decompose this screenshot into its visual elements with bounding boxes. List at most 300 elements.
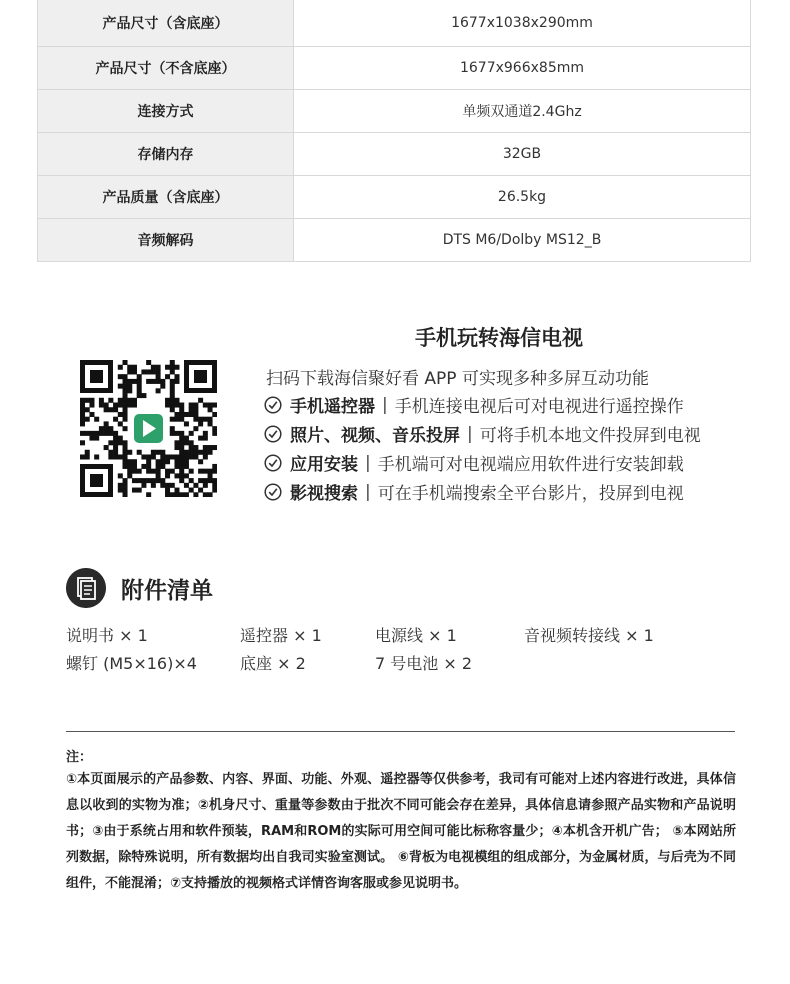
qr-module	[170, 393, 175, 398]
qr-module	[156, 388, 161, 393]
qr-module	[160, 379, 165, 384]
qr-module	[174, 398, 179, 403]
qr-module	[151, 365, 156, 370]
qr-module	[212, 464, 217, 469]
qr-module	[193, 454, 198, 459]
qr-module	[80, 421, 85, 426]
qr-module	[165, 473, 170, 478]
feature-desc: 可在手机端搜索全平台影片，投屏到电视	[377, 484, 684, 504]
qr-module	[146, 492, 151, 497]
qr-module	[189, 454, 194, 459]
qr-module	[174, 417, 179, 422]
qr-module	[108, 426, 113, 431]
qr-module	[89, 431, 94, 436]
qr-module	[137, 379, 142, 384]
qr-module	[118, 454, 123, 459]
qr-module	[179, 417, 184, 422]
qr-module	[113, 436, 118, 441]
feature-name: 应用安装	[290, 455, 358, 475]
spec-label: 产品尺寸（含底座）	[38, 0, 294, 46]
qr-module	[189, 403, 194, 408]
qr-module	[179, 492, 184, 497]
feature-item	[264, 479, 684, 504]
qr-module	[179, 478, 184, 483]
qr-module	[208, 407, 213, 412]
qr-module	[203, 454, 208, 459]
qr-module	[146, 478, 151, 483]
qr-module	[132, 365, 137, 370]
qr-module	[80, 403, 85, 408]
qr-module	[127, 464, 132, 469]
qr-module	[208, 478, 213, 483]
qr-module	[123, 459, 128, 464]
feature-name: 手机遥控器	[290, 397, 375, 417]
qr-module	[123, 417, 128, 422]
qr-module	[170, 388, 175, 393]
qr-module	[208, 417, 213, 422]
qr-module	[170, 469, 175, 474]
accessory-item: 音视频转接线 × 1	[524, 626, 654, 645]
qr-module	[193, 403, 198, 408]
qr-module	[165, 374, 170, 379]
qr-module	[193, 426, 198, 431]
document-list-icon	[66, 568, 106, 608]
spec-value: 32GB	[502, 146, 542, 162]
qr-module	[85, 417, 90, 422]
qr-module	[208, 469, 213, 474]
qr-module	[123, 483, 128, 488]
qr-module	[174, 431, 179, 436]
qr-module	[174, 365, 179, 370]
qr-module	[132, 403, 137, 408]
qr-module	[123, 426, 128, 431]
qr-module	[179, 440, 184, 445]
qr-module	[170, 360, 175, 365]
qr-module	[113, 417, 118, 422]
feature-separator: |	[382, 394, 388, 415]
qr-module	[179, 464, 184, 469]
qr-module	[123, 450, 128, 455]
qr-module	[127, 473, 132, 478]
qr-module	[123, 398, 128, 403]
qr-module	[184, 483, 189, 488]
qr-module	[118, 473, 123, 478]
qr-module	[179, 431, 184, 436]
spec-label: 音频解码	[38, 219, 294, 261]
qr-module	[156, 365, 161, 370]
qr-module	[170, 426, 175, 431]
qr-module	[193, 407, 198, 412]
qr-module	[208, 473, 213, 478]
qr-module	[179, 473, 184, 478]
qr-module	[104, 431, 109, 436]
qr-module	[123, 360, 128, 365]
accessory-item: 螺钉 (M5×16)×4	[66, 654, 197, 673]
qr-module	[127, 369, 132, 374]
qr-module	[156, 469, 161, 474]
qr-module	[132, 488, 137, 493]
qr-module	[80, 412, 85, 417]
spec-row	[38, 0, 750, 46]
qr-module	[160, 478, 165, 483]
qr-module	[137, 374, 142, 379]
qr-module	[198, 488, 203, 493]
qr-module	[184, 492, 189, 497]
note-label: 注：	[66, 750, 93, 765]
qr-module	[212, 445, 217, 450]
qr-module	[123, 403, 128, 408]
check-circle-icon	[264, 454, 282, 472]
qr-module	[160, 454, 165, 459]
spec-value: 1677x1038x290mm	[451, 15, 593, 31]
qr-module	[127, 469, 132, 474]
check-circle-icon	[264, 396, 282, 414]
qr-module	[198, 459, 203, 464]
qr-module	[174, 440, 179, 445]
accessory-item: 7 号电池 × 2	[375, 654, 473, 673]
qr-module	[123, 454, 128, 459]
qr-module	[156, 459, 161, 464]
qr-module	[108, 454, 113, 459]
qr-module	[198, 478, 203, 483]
qr-module	[137, 388, 142, 393]
qr-module	[113, 440, 118, 445]
qr-module	[193, 445, 198, 450]
qr-module	[170, 384, 175, 389]
qr-module	[198, 417, 203, 422]
qr-module	[104, 426, 109, 431]
qr-module	[141, 393, 146, 398]
qr-module	[174, 473, 179, 478]
qr-module	[99, 403, 104, 408]
qr-module	[208, 445, 213, 450]
qr-module	[108, 450, 113, 455]
qr-module	[203, 483, 208, 488]
spec-label: 连接方式	[38, 90, 294, 132]
qr-module	[146, 469, 151, 474]
qr-module	[127, 403, 132, 408]
qr-module	[212, 426, 217, 431]
promo-subtitle: 扫码下载海信聚好看 APP 可实现多种多屏互动功能	[266, 369, 649, 389]
qr-module	[208, 492, 213, 497]
qr-module	[132, 469, 137, 474]
qr-module	[208, 421, 213, 426]
qr-module	[189, 407, 194, 412]
qr-module	[104, 421, 109, 426]
qr-module	[174, 412, 179, 417]
qr-module	[179, 407, 184, 412]
qr-module	[174, 403, 179, 408]
qr-module	[85, 431, 90, 436]
qr-module	[127, 365, 132, 370]
qr-module	[198, 450, 203, 455]
qr-module	[108, 440, 113, 445]
qr-module	[179, 412, 184, 417]
qr-module	[94, 454, 99, 459]
qr-module	[160, 459, 165, 464]
qr-module	[132, 369, 137, 374]
qr-module	[137, 450, 142, 455]
note-text: ①本页面展示的产品参数、内容、界面、功能、外观、遥控器等仅供参考，我司有可能对上述内容进行改进，具体信息以收到的实物为准；②机身尺寸、重量等参数由于批次不同可能会存在差异，具体信息请参照产品实物和产品说明书；③由于系统占用和软件预装，RAM和ROM的实际可用空间可能比标称容量少；④本机含开机广告； ⑤本网站所列数据，除特殊说明，所有数据均出自我司实验室测试。 ⑥背板为电视模组的组成部分，为金属材质，与后壳为不同组件，不能混淆；⑦支持播放的视频格式详情咨询客服或参见说明书。	[66, 772, 736, 891]
qr-module	[156, 473, 161, 478]
qr-module	[132, 478, 137, 483]
qr-module	[108, 431, 113, 436]
qr-module	[123, 374, 128, 379]
promo-title: 手机玩转海信电视	[415, 326, 583, 350]
qr-module	[170, 492, 175, 497]
qr-module	[113, 454, 118, 459]
qr-module	[151, 478, 156, 483]
qr-module	[165, 483, 170, 488]
qr-module	[165, 469, 170, 474]
qr-module	[123, 478, 128, 483]
qr-module	[127, 388, 132, 393]
qr-module	[212, 431, 217, 436]
qr-module	[174, 488, 179, 493]
qr-module	[118, 436, 123, 441]
feature-separator: |	[365, 452, 371, 473]
feature-name: 影视搜索	[290, 484, 358, 504]
qr-module	[184, 459, 189, 464]
accessory-item: 底座 × 2	[240, 654, 306, 673]
qr-module	[165, 403, 170, 408]
qr-module	[151, 450, 156, 455]
qr-module	[208, 450, 213, 455]
qr-module	[156, 478, 161, 483]
qr-module	[89, 412, 94, 417]
qr-module	[80, 431, 85, 436]
qr-module	[179, 454, 184, 459]
qr-module	[99, 398, 104, 403]
feature-desc: 可将手机本地文件投屏到电视	[479, 426, 701, 446]
qr-module	[184, 412, 189, 417]
qr-module	[184, 464, 189, 469]
qr-module	[156, 369, 161, 374]
accessory-item: 电源线 × 1	[375, 626, 457, 645]
qr-module	[203, 403, 208, 408]
qr-module	[212, 478, 217, 483]
qr-module	[170, 398, 175, 403]
qr-module	[193, 412, 198, 417]
qr-module	[89, 398, 94, 403]
qr-module	[160, 464, 165, 469]
qr-module	[160, 483, 165, 488]
qr-module	[146, 360, 151, 365]
qr-module	[132, 398, 137, 403]
qr-module	[146, 454, 151, 459]
qr-module	[108, 407, 113, 412]
qr-module	[156, 464, 161, 469]
qr-module	[118, 440, 123, 445]
qr-module	[118, 403, 123, 408]
feature-desc: 手机端可对电视端应用软件进行安装卸载	[377, 455, 684, 475]
qr-module	[113, 431, 118, 436]
qr-module	[94, 417, 99, 422]
qr-module	[189, 450, 194, 455]
qr-module	[203, 478, 208, 483]
feature-separator: |	[467, 423, 473, 444]
qr-module	[184, 450, 189, 455]
qr-module	[123, 488, 128, 493]
qr-module	[165, 459, 170, 464]
qr-module	[212, 403, 217, 408]
qr-module	[137, 469, 142, 474]
spec-table	[37, 0, 751, 262]
qr-module	[123, 407, 128, 412]
qr-module	[80, 407, 85, 412]
qr-module	[123, 388, 128, 393]
qr-module	[137, 393, 142, 398]
qr-module	[141, 478, 146, 483]
qr-module	[165, 365, 170, 370]
spec-label: 产品尺寸（不含底座）	[38, 47, 294, 89]
qr-module	[174, 379, 179, 384]
qr-module	[127, 384, 132, 389]
qr-module	[132, 379, 137, 384]
qr-module	[198, 469, 203, 474]
qr-module	[141, 483, 146, 488]
accessory-item: 说明书 × 1	[66, 626, 148, 645]
qr-module	[151, 454, 156, 459]
qr-module	[184, 440, 189, 445]
qr-module	[146, 379, 151, 384]
spec-value: 单频双通道2.4Ghz	[462, 104, 582, 120]
qr-module	[127, 450, 132, 455]
spec-value: DTS M6/Dolby MS12_B	[442, 232, 602, 248]
qr-module	[160, 384, 165, 389]
check-circle-icon	[264, 425, 282, 443]
qr-module	[104, 445, 109, 450]
qr-module	[212, 488, 217, 493]
qr-module	[113, 407, 118, 412]
qr-module	[170, 431, 175, 436]
qr-module	[184, 454, 189, 459]
qr-module	[80, 440, 85, 445]
qr-module	[174, 492, 179, 497]
qr-module	[184, 436, 189, 441]
feature-separator: |	[365, 481, 371, 502]
qr-module	[151, 369, 156, 374]
qr-module	[193, 492, 198, 497]
qr-module	[170, 403, 175, 408]
spec-value: 26.5kg	[497, 189, 547, 205]
qr-module	[212, 412, 217, 417]
qr-module	[203, 417, 208, 422]
qr-module	[208, 403, 213, 408]
qr-module	[113, 445, 118, 450]
qr-module	[127, 398, 132, 403]
qr-module	[123, 440, 128, 445]
qr-module	[89, 403, 94, 408]
qr-module	[198, 398, 203, 403]
qr-module	[189, 412, 194, 417]
qr-module	[170, 365, 175, 370]
qr-module	[118, 398, 123, 403]
qr-module	[137, 478, 142, 483]
qr-module	[146, 369, 151, 374]
qr-module	[212, 483, 217, 488]
qr-module	[118, 483, 123, 488]
qr-module	[189, 488, 194, 493]
qr-code[interactable]	[80, 360, 217, 497]
qr-module	[170, 407, 175, 412]
spec-label: 存储内存	[38, 133, 294, 175]
qr-module	[203, 445, 208, 450]
qr-module	[179, 445, 184, 450]
qr-module	[80, 454, 85, 459]
qr-module	[193, 483, 198, 488]
qr-module	[179, 469, 184, 474]
qr-module	[156, 450, 161, 455]
qr-module	[165, 488, 170, 493]
qr-module	[193, 450, 198, 455]
spec-row	[38, 175, 750, 218]
qr-module	[165, 492, 170, 497]
feature-item	[264, 392, 684, 417]
qr-module	[151, 469, 156, 474]
qr-module	[174, 445, 179, 450]
qr-module	[118, 421, 123, 426]
accessory-item: 遥控器 × 1	[240, 626, 322, 645]
qr-module	[104, 403, 109, 408]
spec-row	[38, 46, 750, 89]
qr-module	[99, 431, 104, 436]
qr-module	[123, 393, 128, 398]
qr-module	[174, 454, 179, 459]
qr-module	[165, 454, 170, 459]
qr-module	[184, 473, 189, 478]
qr-module	[198, 436, 203, 441]
qr-module	[137, 384, 142, 389]
qr-module	[203, 431, 208, 436]
qr-module	[127, 459, 132, 464]
qr-module	[118, 488, 123, 493]
qr-module	[170, 417, 175, 422]
qr-module	[123, 464, 128, 469]
divider	[66, 731, 735, 732]
qr-module	[156, 374, 161, 379]
qr-module	[151, 379, 156, 384]
qr-module	[189, 440, 194, 445]
qr-module	[94, 436, 99, 441]
qr-module	[203, 492, 208, 497]
qr-module	[104, 407, 109, 412]
qr-module	[174, 459, 179, 464]
qr-module	[132, 459, 137, 464]
qr-module	[203, 450, 208, 455]
qr-module	[85, 398, 90, 403]
qr-module	[174, 374, 179, 379]
qr-module	[160, 450, 165, 455]
qr-module	[113, 403, 118, 408]
qr-module	[151, 483, 156, 488]
qr-module	[189, 469, 194, 474]
qr-module	[118, 365, 123, 370]
qr-module	[189, 431, 194, 436]
spec-row	[38, 218, 750, 261]
qr-module	[156, 379, 161, 384]
qr-module	[94, 431, 99, 436]
check-circle-icon	[264, 483, 282, 501]
qr-module	[198, 421, 203, 426]
qr-module	[123, 445, 128, 450]
feature-item	[264, 421, 701, 446]
qr-module	[118, 384, 123, 389]
qr-module	[123, 412, 128, 417]
spec-row	[38, 89, 750, 132]
qr-module	[123, 384, 128, 389]
qr-module	[184, 421, 189, 426]
